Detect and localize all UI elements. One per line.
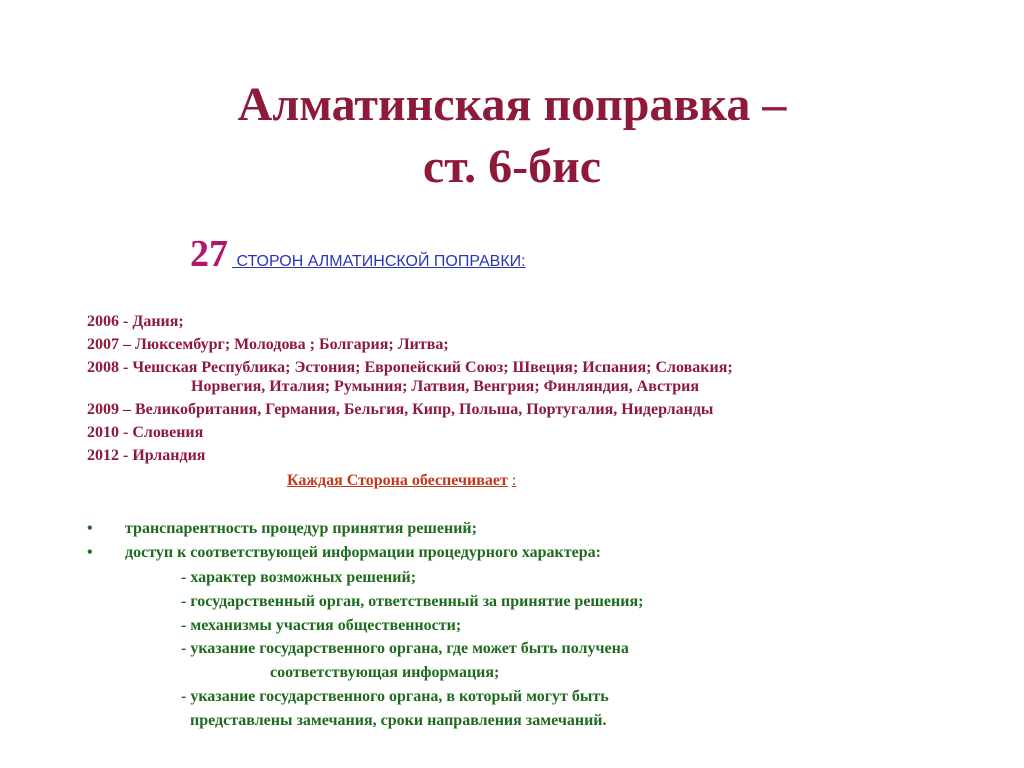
sub-item-5: - указание государственного органа, в который могут быть (181, 688, 609, 705)
parties-label: СТОРОН АЛМАТИНСКОЙ ПОПРАВКИ: (232, 253, 526, 270)
bullet-marker: • (87, 544, 93, 561)
sub-item-4-continued: соответствующая информация; (270, 664, 500, 681)
year-row-2012: 2012 - Ирландия (87, 447, 206, 464)
bullet-marker: • (87, 520, 93, 537)
bullet-item-2 (87, 544, 967, 566)
parties-heading (190, 232, 526, 276)
title-line-1: Алматинская поправка – (237, 78, 787, 131)
year-row-2010: 2010 - Словения (87, 424, 204, 441)
sub-item-2: - государственный орган, ответственный за принятие решения; (181, 593, 644, 610)
ensures-heading (287, 472, 516, 490)
bullet-text: транспарентность процедур принятия решений; (125, 520, 477, 537)
ensures-colon: : (511, 472, 517, 489)
ensures-text: Каждая Сторона обеспечивает (287, 472, 508, 489)
year-row-2008: 2008 - Чешская Республика; Эстония; Европейский Союз; Швеция; Испания; Словакия; (87, 359, 733, 376)
year-row-2006: 2006 - Дания; (87, 313, 184, 330)
ratification-years-list (87, 310, 967, 467)
sub-item-1: - характер возможных решений; (181, 569, 417, 586)
year-row-2008-continued: Норвегия, Италия; Румыния; Латвия, Венгрия; Финляндия, Австрия (191, 378, 699, 395)
title-line-2: ст. 6-бис (422, 140, 602, 193)
sub-item-5-continued: представлены замечания, сроки направления замечаний. (190, 712, 607, 729)
sub-item-3: - механизмы участия общественности; (181, 617, 462, 634)
bullet-text: доступ к соответствующей информации процедурного характера: (125, 544, 601, 561)
parties-count: 27 (190, 233, 228, 275)
bullet-item-1 (87, 520, 967, 542)
slide-title (0, 74, 1024, 198)
year-row-2009: 2009 – Великобритания, Германия, Бельгия, Кипр, Польша, Португалия, Нидерланды (87, 401, 714, 418)
year-row-2007: 2007 – Люксембург; Молодова ; Болгария; Литва; (87, 336, 449, 353)
sub-item-4: - указание государственного органа, где может быть получена (181, 640, 629, 657)
